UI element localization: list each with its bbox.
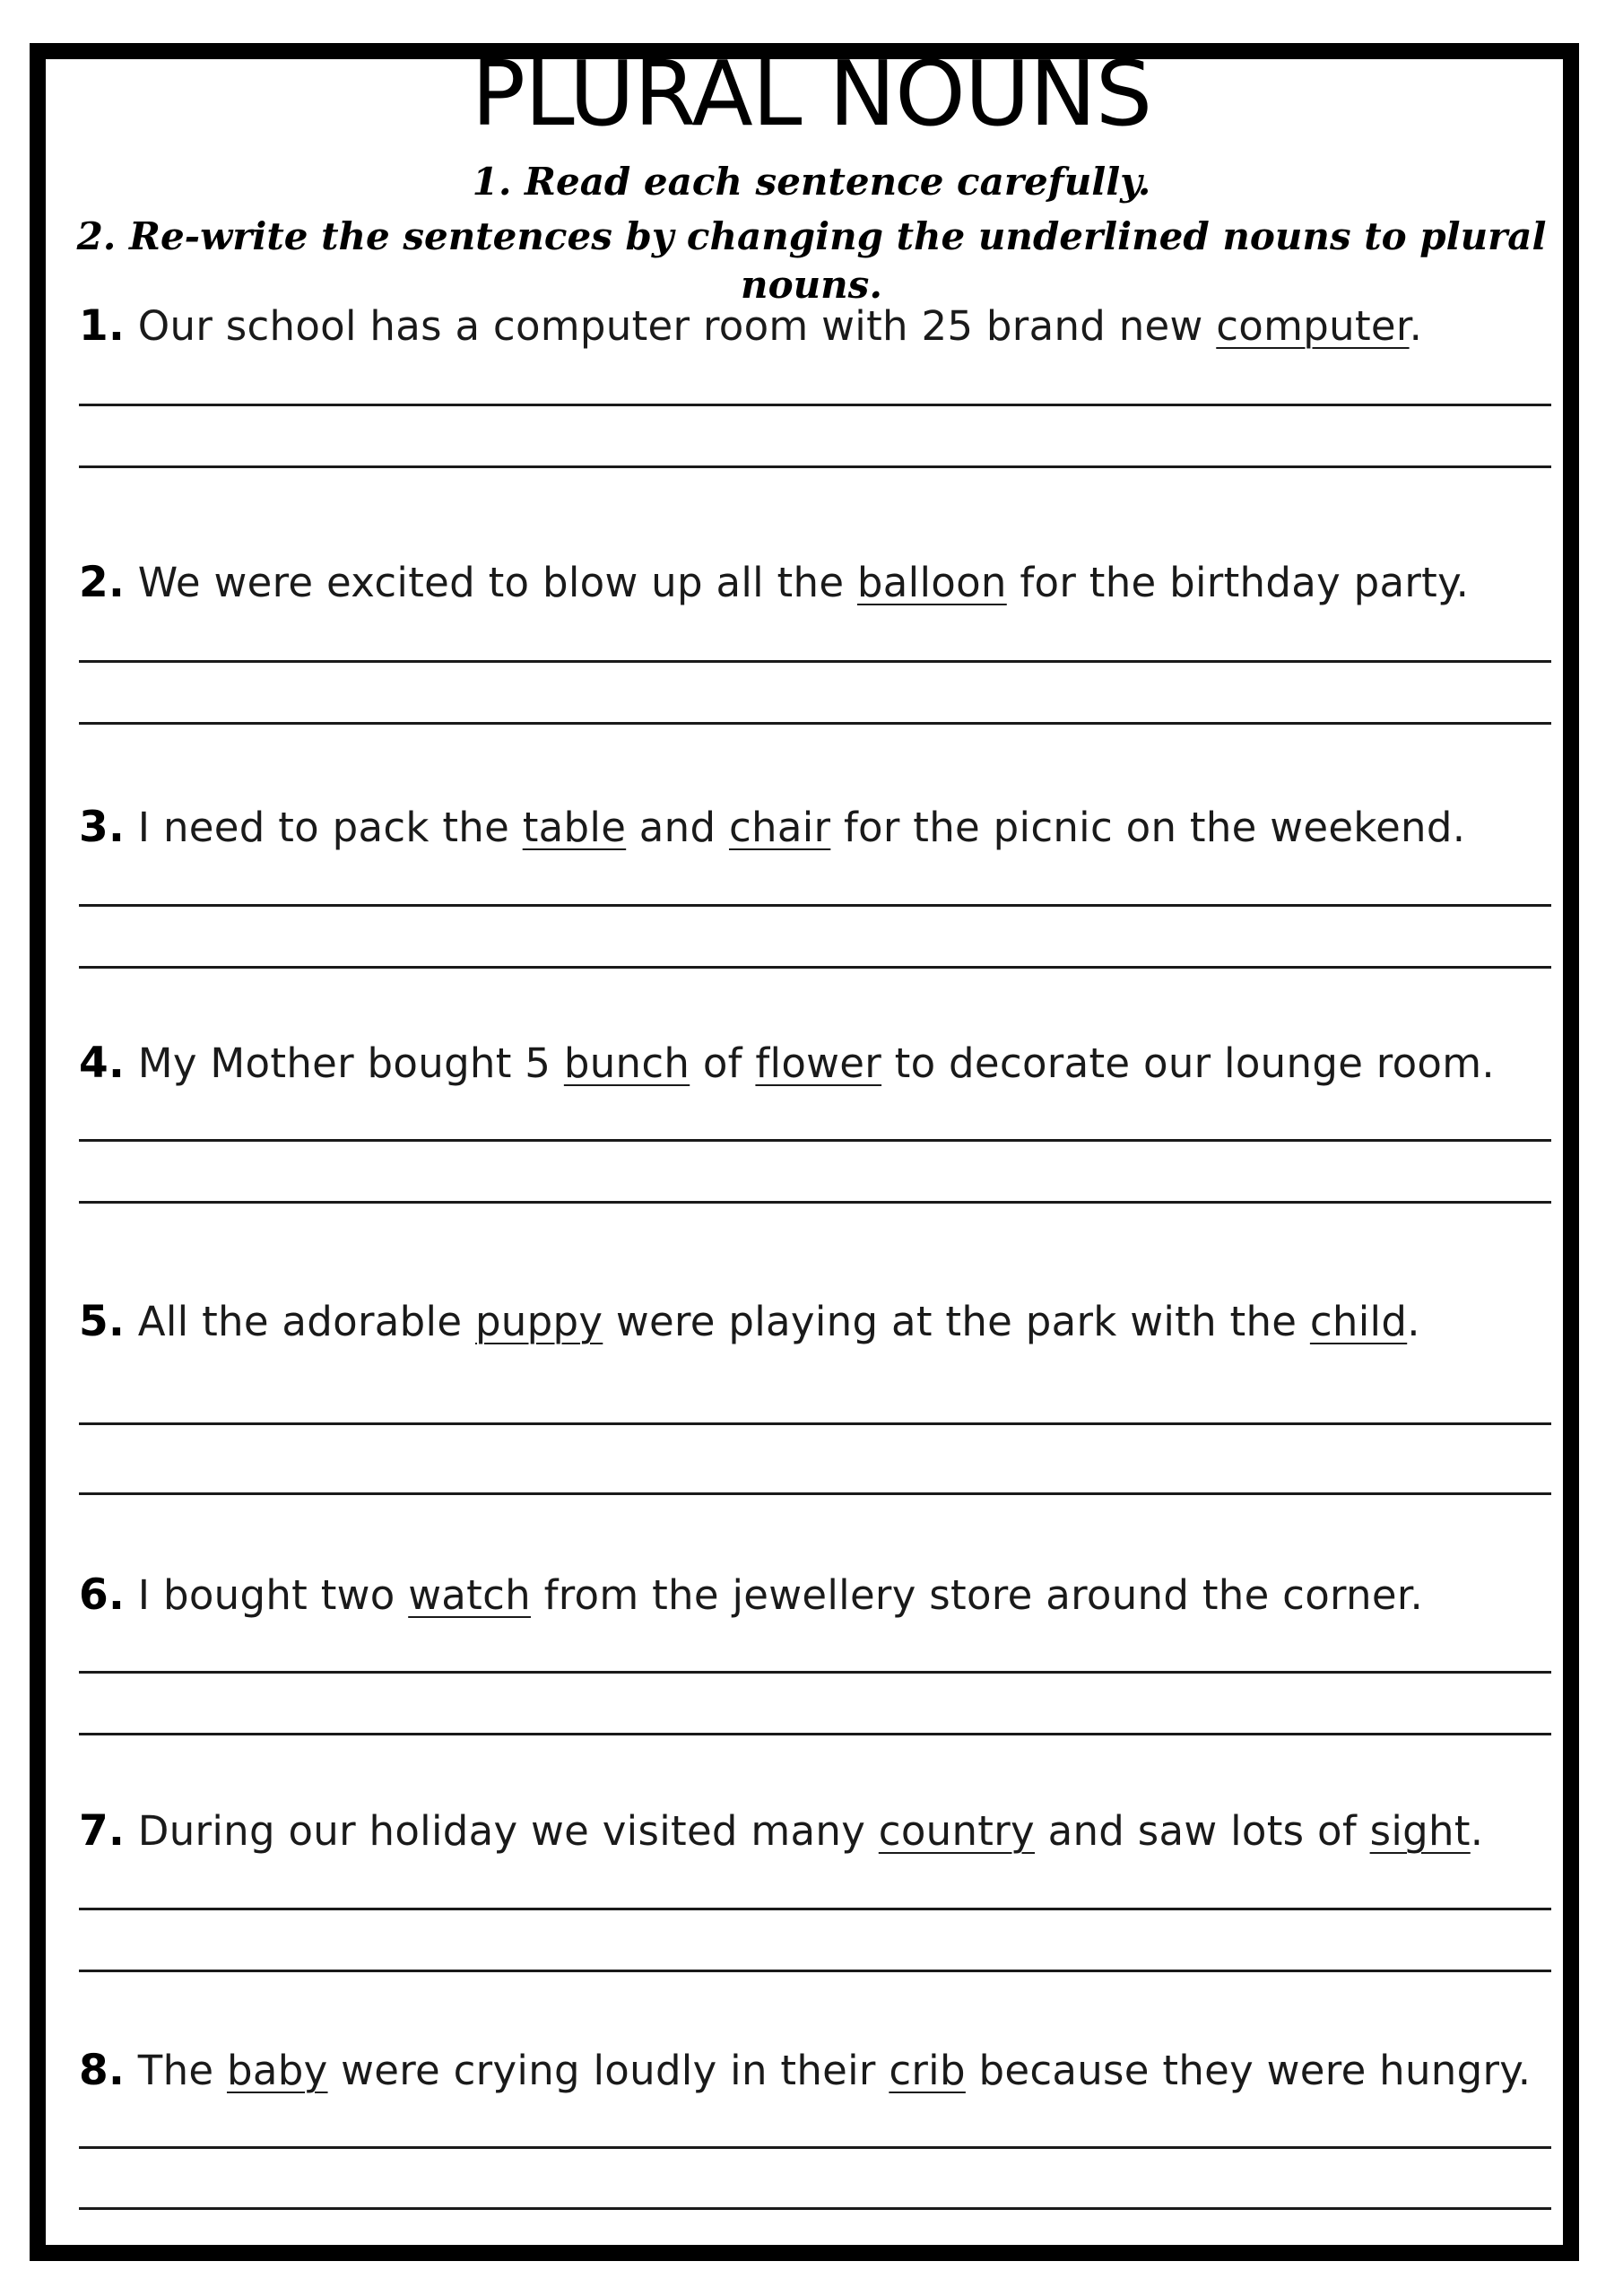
sentence-text: . [1409,302,1423,350]
sentence-text: because they were hungry. [965,2047,1532,2094]
sentence-text: from the jewellery store around the corner. [530,1571,1424,1619]
sentence-text: I bought two [125,1571,409,1619]
answer-line[interactable] [79,660,1551,663]
sentence-text: of [690,1039,756,1087]
question-sentence [79,554,1551,612]
question-8 [79,2042,1551,2100]
question-sentence [79,2042,1551,2100]
question-sentence [79,298,1551,355]
question-number: 7. [79,1806,126,1856]
answer-line[interactable] [79,1201,1551,1204]
question-2 [79,554,1551,612]
answer-line[interactable] [79,1492,1551,1495]
instruction-1: 1. Read each sentence carefully. [472,160,1151,204]
underlined-noun: bunch [563,1039,690,1087]
answer-line[interactable] [79,1970,1551,1972]
question-3 [79,799,1551,857]
sentence-text: for the picnic on the weekend. [830,804,1466,851]
answer-line[interactable] [79,966,1551,969]
question-number: 5. [79,1297,126,1346]
question-number: 4. [79,1039,126,1088]
question-sentence [79,1035,1551,1092]
question-number: 6. [79,1570,126,1620]
instruction-2: 2. Re-write the sentences by changing the underlined nouns to plural nouns. [76,214,1547,307]
underlined-noun: table [522,804,627,851]
question-sentence [79,1803,1551,1860]
answer-line[interactable] [79,1671,1551,1674]
sentence-text: The [125,2047,227,2094]
sentence-text: All the adorable [125,1298,475,1345]
answer-line[interactable] [79,1139,1551,1142]
sentence-text: for the birthday party. [1006,559,1470,606]
underlined-noun: flower [755,1039,882,1087]
question-5 [79,1293,1551,1351]
sentence-text: to decorate our lounge room. [881,1039,1495,1087]
sentence-text: I need to pack the [125,804,523,851]
underlined-noun: child [1309,1298,1408,1345]
sentence-text: . [1470,1807,1484,1855]
sentence-text: We were excited to blow up all the [125,559,857,606]
answer-line[interactable] [79,465,1551,468]
answer-line[interactable] [79,404,1551,406]
question-number: 8. [79,2046,126,2095]
sentence-text: were playing at the park with the [603,1298,1310,1345]
answer-line[interactable] [79,722,1551,725]
underlined-noun: sight [1369,1807,1471,1855]
answer-line[interactable] [79,904,1551,907]
worksheet-title: PLURAL NOUNS [471,41,1152,146]
underlined-noun: balloon [856,559,1007,606]
question-number: 3. [79,803,126,852]
sentence-text: and saw lots of [1034,1807,1370,1855]
answer-line[interactable] [79,1733,1551,1735]
underlined-noun: puppy [474,1298,603,1345]
question-sentence [79,1567,1551,1624]
sentence-text: . [1407,1298,1420,1345]
underlined-noun: country [878,1807,1035,1855]
worksheet-border [30,43,1579,2261]
underlined-noun: computer [1216,302,1410,350]
question-number: 2. [79,558,126,607]
question-1 [79,298,1551,355]
answer-line[interactable] [79,1422,1551,1425]
sentence-text: and [626,804,729,851]
question-6 [79,1567,1551,1624]
underlined-noun: chair [728,804,831,851]
sentence-text: My Mother bought 5 [125,1039,564,1087]
sentence-text: Our school has a computer room with 25 brand new [125,302,1217,350]
question-sentence [79,799,1551,857]
answer-line[interactable] [79,1908,1551,1910]
question-4 [79,1035,1551,1092]
sentence-text: were crying loudly in their [327,2047,890,2094]
underlined-noun: watch [408,1571,531,1619]
underlined-noun: crib [889,2047,966,2094]
question-number: 1. [79,301,126,351]
answer-line[interactable] [79,2207,1551,2210]
question-7 [79,1803,1551,1860]
sentence-text: During our holiday we visited many [125,1807,879,1855]
question-sentence [79,1293,1551,1351]
underlined-noun: baby [226,2047,328,2094]
answer-line[interactable] [79,2146,1551,2149]
